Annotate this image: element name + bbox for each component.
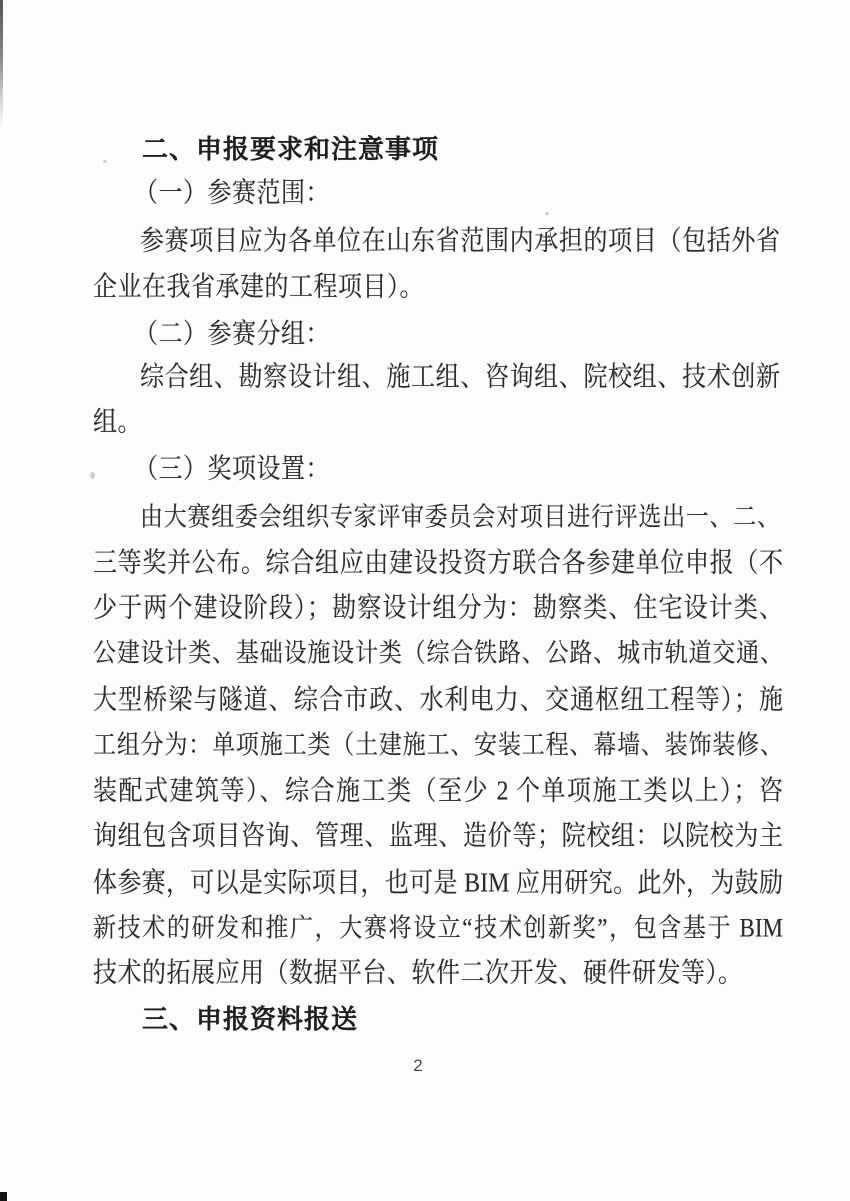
body-line: 三等奖并公布。综合组应由建设投资方联合各参建单位申报（不 bbox=[93, 548, 783, 579]
body-line: 大型桥梁与隧道、综合市政、水利电力、交通枢纽工程等）；施 bbox=[93, 685, 783, 716]
section-heading-3: 三、申报资料报送 bbox=[142, 1004, 359, 1034]
body-line: 由大赛组委会组织专家评审委员会对项目进行评选出一、二、 bbox=[140, 502, 780, 532]
body-line: 装配式建筑等）、综合施工类（至少 2 个单项施工类以上）；咨 bbox=[93, 776, 783, 807]
body-line: 公建设计类、基础设施设计类（综合铁路、公路、城市轨道交通、 bbox=[93, 638, 783, 668]
corner-registration-mark bbox=[0, 1192, 7, 1201]
scan-speck bbox=[103, 160, 107, 163]
body-line: 参赛项目应为各单位在山东省范围内承担的项目（包括外省 bbox=[140, 226, 780, 257]
page-number: 2 bbox=[413, 1056, 423, 1075]
body-line: 询组包含项目咨询、管理、监理、造价等；院校组：以院校为主 bbox=[93, 821, 783, 852]
section-heading-2: 二、申报要求和注意事项 bbox=[142, 134, 440, 164]
scan-speck bbox=[545, 212, 549, 215]
body-line: 工组分为：单项施工类（土建施工、安装工程、幕墙、装饰装修、 bbox=[93, 730, 783, 760]
subsection-heading-3: （三）奖项设置： bbox=[134, 454, 330, 485]
subsection-heading-1: （一）参赛范围： bbox=[134, 178, 330, 209]
body-line: 企业在我省承建的工程项目）。 bbox=[93, 272, 424, 303]
body-line: 综合组、勘察设计组、施工组、咨询组、院校组、技术创新 bbox=[140, 362, 780, 393]
subsection-heading-2: （二）参赛分组： bbox=[134, 319, 330, 350]
body-line: 少于两个建设阶段）；勘察设计组分为：勘察类、住宅设计类、 bbox=[93, 593, 783, 624]
body-line: 技术的拓展应用（数据平台、软件二次开发、硬件研发等）。 bbox=[93, 958, 743, 989]
scan-speck bbox=[90, 472, 95, 479]
scanner-edge-streak bbox=[0, 0, 3, 128]
body-line: 体参赛，可以是实际项目，也可是 BIM 应用研究。此外，为鼓励 bbox=[93, 868, 783, 899]
body-line: 组。 bbox=[93, 407, 142, 438]
body-line: 新技术的研发和推广，大赛将设立“技术创新奖”，包含基于 BIM bbox=[93, 913, 783, 943]
